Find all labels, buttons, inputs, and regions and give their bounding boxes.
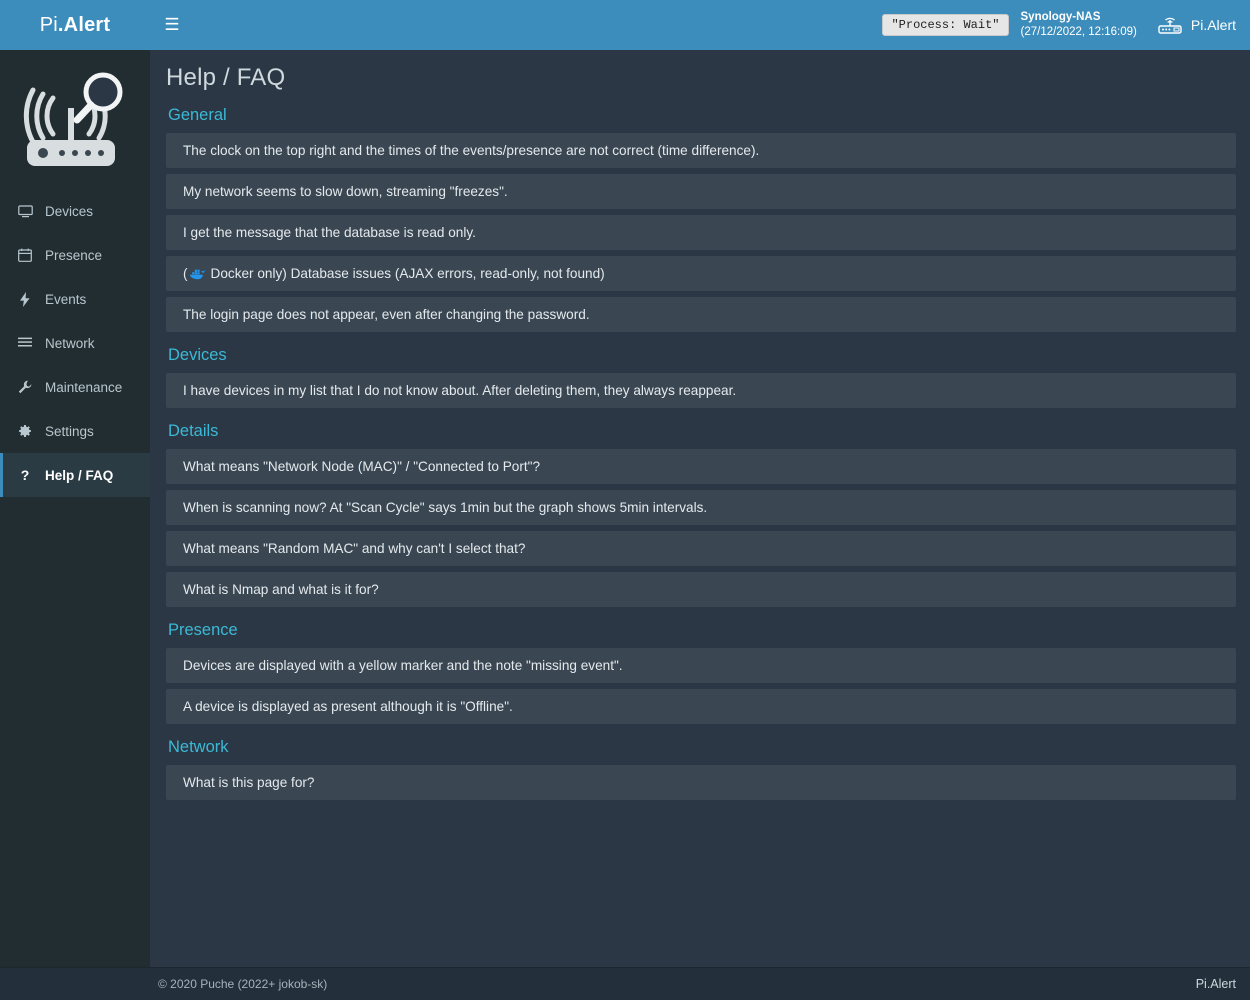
faq-list-devices <box>166 373 1236 408</box>
sidebar-item-label: Presence <box>45 247 103 263</box>
host-time: (27/12/2022, 12:16:09) <box>1020 26 1137 38</box>
faq-item[interactable]: I get the message that the database is read only. <box>166 215 1236 250</box>
faq-item-docker[interactable] <box>166 256 1236 291</box>
sidebar-item-label: Help / FAQ <box>45 467 114 483</box>
menu-toggle-icon[interactable]: ☰ <box>164 15 180 34</box>
monitor-icon <box>17 205 33 218</box>
brand-prefix: Pi <box>39 13 58 36</box>
sidebar-item-network[interactable] <box>0 321 150 365</box>
footer-brand: Pi.Alert <box>1195 977 1236 991</box>
brand-logo[interactable] <box>0 0 150 50</box>
process-status-badge: "Process: Wait" <box>882 14 1008 36</box>
faq-item-label: Docker only) Database issues (AJAX errors, read-only, not found) <box>210 266 605 281</box>
faq-list-details <box>166 449 1236 607</box>
sidebar-item-events[interactable] <box>0 277 150 321</box>
sidebar-item-label: Devices <box>45 203 94 219</box>
sidebar <box>0 50 150 967</box>
section-heading-general: General <box>168 106 227 124</box>
host-name: Synology-NAS <box>1020 11 1101 23</box>
faq-item[interactable]: What is Nmap and what is it for? <box>166 572 1236 607</box>
brand-right[interactable] <box>1157 15 1250 35</box>
host-clock <box>1021 10 1137 40</box>
calendar-icon <box>17 248 33 262</box>
body <box>0 50 1250 967</box>
docker-icon <box>189 267 206 280</box>
sidebar-item-label: Maintenance <box>45 379 123 395</box>
footer <box>0 967 1250 1000</box>
section-heading-devices: Devices <box>168 346 227 364</box>
faq-item[interactable]: The clock on the top right and the times of the events/presence are not correct (time difference). <box>166 133 1236 168</box>
sidebar-item-label: Settings <box>45 423 94 439</box>
faq-item[interactable]: What is this page for? <box>166 765 1236 800</box>
faq-item-prefix: ( <box>183 266 188 281</box>
faq-item[interactable]: When is scanning now? At "Scan Cycle" says 1min but the graph shows 5min intervals. <box>166 490 1236 525</box>
faq-item[interactable]: My network seems to slow down, streaming "freezes". <box>166 174 1236 209</box>
page-title: Help / FAQ <box>166 64 286 91</box>
sidebar-nav <box>0 185 150 497</box>
sidebar-item-devices[interactable] <box>0 189 150 233</box>
faq-item[interactable]: What means "Network Node (MAC)" / "Connected to Port"? <box>166 449 1236 484</box>
question-icon: ? <box>20 467 30 483</box>
brand-right-label: Pi.Alert <box>1190 17 1236 33</box>
sidebar-item-label: Events <box>45 291 87 307</box>
router-icon <box>1157 15 1183 35</box>
faq-list-general <box>166 133 1236 332</box>
faq-list-presence <box>166 648 1236 724</box>
faq-item[interactable]: Devices are displayed with a yellow marker and the note "missing event". <box>166 648 1236 683</box>
section-heading-details: Details <box>168 422 219 440</box>
sidebar-item-label: Network <box>45 335 95 351</box>
section-heading-presence: Presence <box>168 621 238 639</box>
faq-item[interactable]: The login page does not appear, even after changing the password. <box>166 297 1236 332</box>
list-icon <box>17 337 33 349</box>
footer-copyright: © 2020 Puche (2022+ jokob-sk) <box>158 977 328 991</box>
sidebar-logo-icon <box>0 50 150 185</box>
brand-suffix: .Alert <box>57 13 111 36</box>
faq-list-network <box>166 765 1236 800</box>
faq-item[interactable]: A device is displayed as present although it is "Offline". <box>166 689 1236 724</box>
wrench-icon <box>17 380 33 394</box>
bolt-icon <box>17 292 33 307</box>
sidebar-item-settings[interactable] <box>0 409 150 453</box>
sidebar-item-presence[interactable] <box>0 233 150 277</box>
sidebar-item-maintenance[interactable] <box>0 365 150 409</box>
faq-item[interactable]: I have devices in my list that I do not know about. After deleting them, they always reappear. <box>166 373 1236 408</box>
gear-icon <box>17 424 33 438</box>
main-content <box>150 50 1250 967</box>
top-bar <box>0 0 1250 50</box>
faq-item[interactable]: What means "Random MAC" and why can't I select that? <box>166 531 1236 566</box>
sidebar-item-help-faq[interactable] <box>0 453 150 497</box>
top-bar-right <box>150 0 1250 50</box>
section-heading-network: Network <box>168 738 229 756</box>
